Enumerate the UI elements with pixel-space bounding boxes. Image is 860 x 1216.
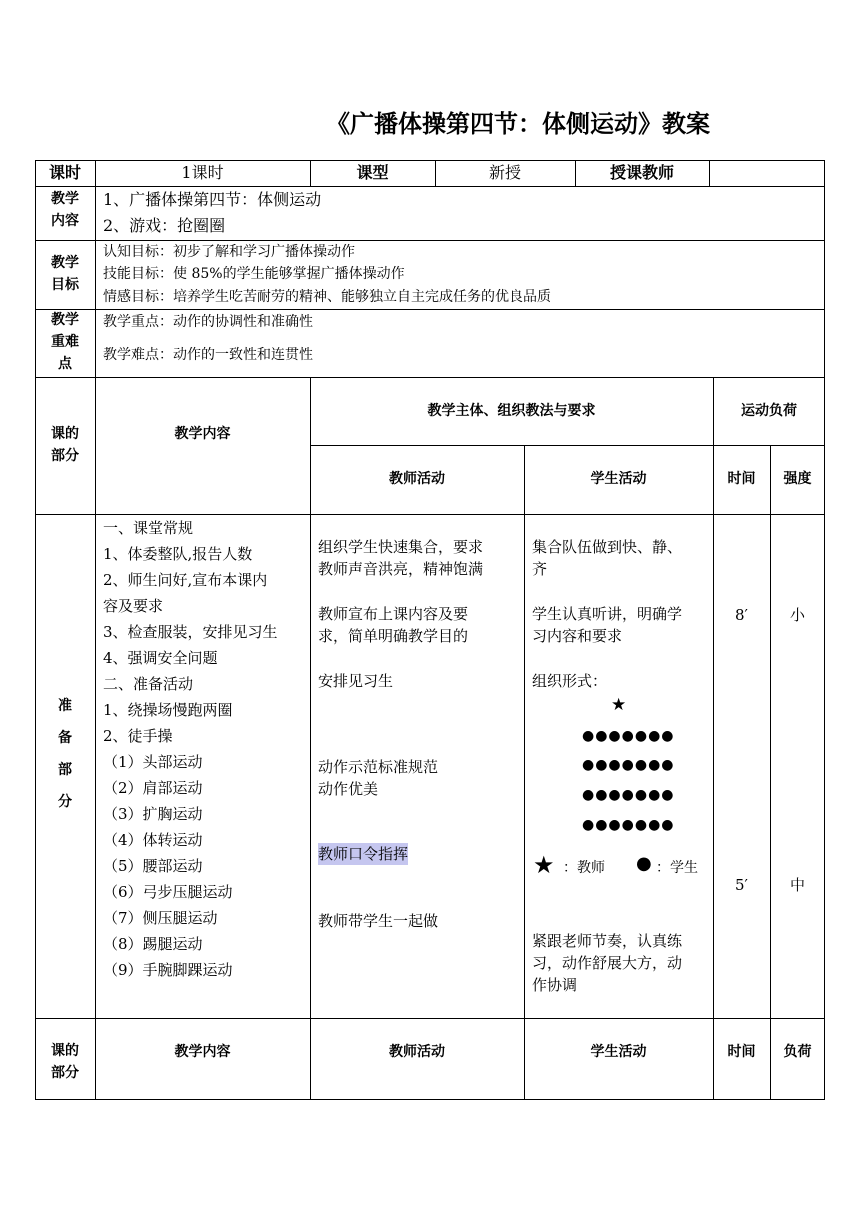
lesson-label: 课时 xyxy=(48,163,81,182)
footer-content-header: 教学内容 xyxy=(174,1044,231,1060)
content-line: 2、徒手操 xyxy=(103,727,173,745)
intensity-value-1: 小 xyxy=(789,606,805,624)
student-act-c1: 组织形式： xyxy=(532,672,608,690)
formation-row: ●●●●●●● xyxy=(582,728,675,744)
teacher-act-e1: 教师口令指挥 xyxy=(318,845,409,863)
goal-line-2: 技能目标：使 85%的学生能够掌握广播体操动作 xyxy=(103,266,405,282)
formation-row: ●●●●●●● xyxy=(582,757,675,773)
footer-part-header: 课的 部分 xyxy=(51,1043,79,1081)
student-act-d2: 习，动作舒展大方，动 xyxy=(532,954,683,972)
content-line: 4、强调安全问题 xyxy=(103,649,218,667)
content-line-2: 2、游戏：抢圈圈 xyxy=(103,216,226,235)
keypoint-line-1: 教学重点：动作的协调性和准确性 xyxy=(103,314,313,330)
student-act-a1: 集合队伍做到快、静、 xyxy=(532,538,683,556)
keypoint-line-2: 教学难点：动作的一致性和连贯性 xyxy=(103,347,313,363)
part-header: 课的 部分 xyxy=(51,426,79,464)
teacher-act-b2: 求，简单明确教学目的 xyxy=(318,627,469,645)
content-line: 容及要求 xyxy=(103,597,164,615)
footer-load-header: 负荷 xyxy=(783,1044,812,1060)
student-act-b1: 学生认真听讲，明确学 xyxy=(532,605,683,623)
student-activity-header: 学生活动 xyxy=(590,471,647,487)
footer-student-header: 学生活动 xyxy=(590,1044,647,1060)
content-line: 1、绕操场慢跑两圈 xyxy=(103,701,233,719)
legend-dot-icon: ● xyxy=(636,853,652,874)
method-header: 教学主体、组织教法与要求 xyxy=(427,403,596,419)
content-line: （5）腰部运动 xyxy=(103,857,203,875)
intensity-header: 强度 xyxy=(783,471,812,487)
legend-star-icon: ★ xyxy=(533,851,555,879)
student-act-a2: 齐 xyxy=(532,560,548,578)
legend-student-label: ：学生 xyxy=(656,860,698,876)
keypoints-label: 教学 重难 点 xyxy=(51,312,79,372)
teacher-act-d2: 动作优美 xyxy=(318,780,379,798)
formation-star-icon: ★ xyxy=(611,695,627,715)
footer-time-header: 时间 xyxy=(727,1044,756,1060)
teacher-act-b1: 教师宣布上课内容及要 xyxy=(318,605,469,623)
content-header: 教学内容 xyxy=(174,426,231,442)
student-act-b2: 习内容和要求 xyxy=(532,627,623,645)
content-line: （9）手腕脚踝运动 xyxy=(103,961,233,979)
teacher-act-a2: 教师声音洪亮，精神饱满 xyxy=(318,560,484,578)
content-line: 3、检查服装，安排见习生 xyxy=(103,623,278,641)
legend-teacher-label: ：教师 xyxy=(563,860,605,876)
goal-line-3: 情感目标：培养学生吃苦耐劳的精神、能够独立自主完成任务的优良品质 xyxy=(103,289,551,305)
prep-part-label: 准 备 部 分 xyxy=(58,698,72,810)
content-label: 教学 内容 xyxy=(51,191,79,229)
teacher-act-c1: 安排见习生 xyxy=(318,672,394,690)
content-line: 二、准备活动 xyxy=(103,675,194,693)
type-value: 新授 xyxy=(488,163,521,182)
time-header: 时间 xyxy=(727,471,756,487)
content-line: 一、课堂常规 xyxy=(103,519,194,537)
content-line: （3）扩胸运动 xyxy=(103,805,203,823)
formation-row: ●●●●●●● xyxy=(582,787,675,803)
load-header: 运动负荷 xyxy=(741,403,797,419)
content-line-1: 1、广播体操第四节：体侧运动 xyxy=(103,190,322,209)
goals-label: 教学 目标 xyxy=(51,255,79,293)
content-line: 2、师生问好,宣布本课内 xyxy=(103,571,268,589)
goal-line-1: 认知目标：初步了解和学习广播体操动作 xyxy=(103,244,355,260)
content-line: （1）头部运动 xyxy=(103,753,203,771)
formation-row: ●●●●●●● xyxy=(582,817,675,833)
teacher-act-d1: 动作示范标准规范 xyxy=(318,758,439,776)
intensity-value-2: 中 xyxy=(789,876,805,894)
content-line: （7）侧压腿运动 xyxy=(103,909,218,927)
teacher-act-a1: 组织学生快速集合，要求 xyxy=(318,538,484,556)
teacher-activity-header: 教师活动 xyxy=(389,471,445,487)
time-value-2: 5′ xyxy=(735,876,748,894)
content-line: （8）踢腿运动 xyxy=(103,935,203,953)
page-title: 《广播体操第四节：体侧运动》教案 xyxy=(326,110,710,138)
lesson-value: 1课时 xyxy=(181,163,224,182)
content-line: （2）肩部运动 xyxy=(103,779,203,797)
content-line: （4）体转运动 xyxy=(103,831,203,849)
teacher-label: 授课教师 xyxy=(609,163,674,182)
student-act-d1: 紧跟老师节奏，认真练 xyxy=(532,932,683,950)
type-label: 课型 xyxy=(356,163,389,182)
time-value-1: 8′ xyxy=(735,606,748,624)
student-act-d3: 作协调 xyxy=(532,976,578,994)
content-line: （6）弓步压腿运动 xyxy=(103,883,233,901)
footer-teacher-header: 教师活动 xyxy=(389,1044,445,1060)
content-line: 1、体委整队,报告人数 xyxy=(103,545,253,563)
teacher-act-f1: 教师带学生一起做 xyxy=(318,912,439,930)
